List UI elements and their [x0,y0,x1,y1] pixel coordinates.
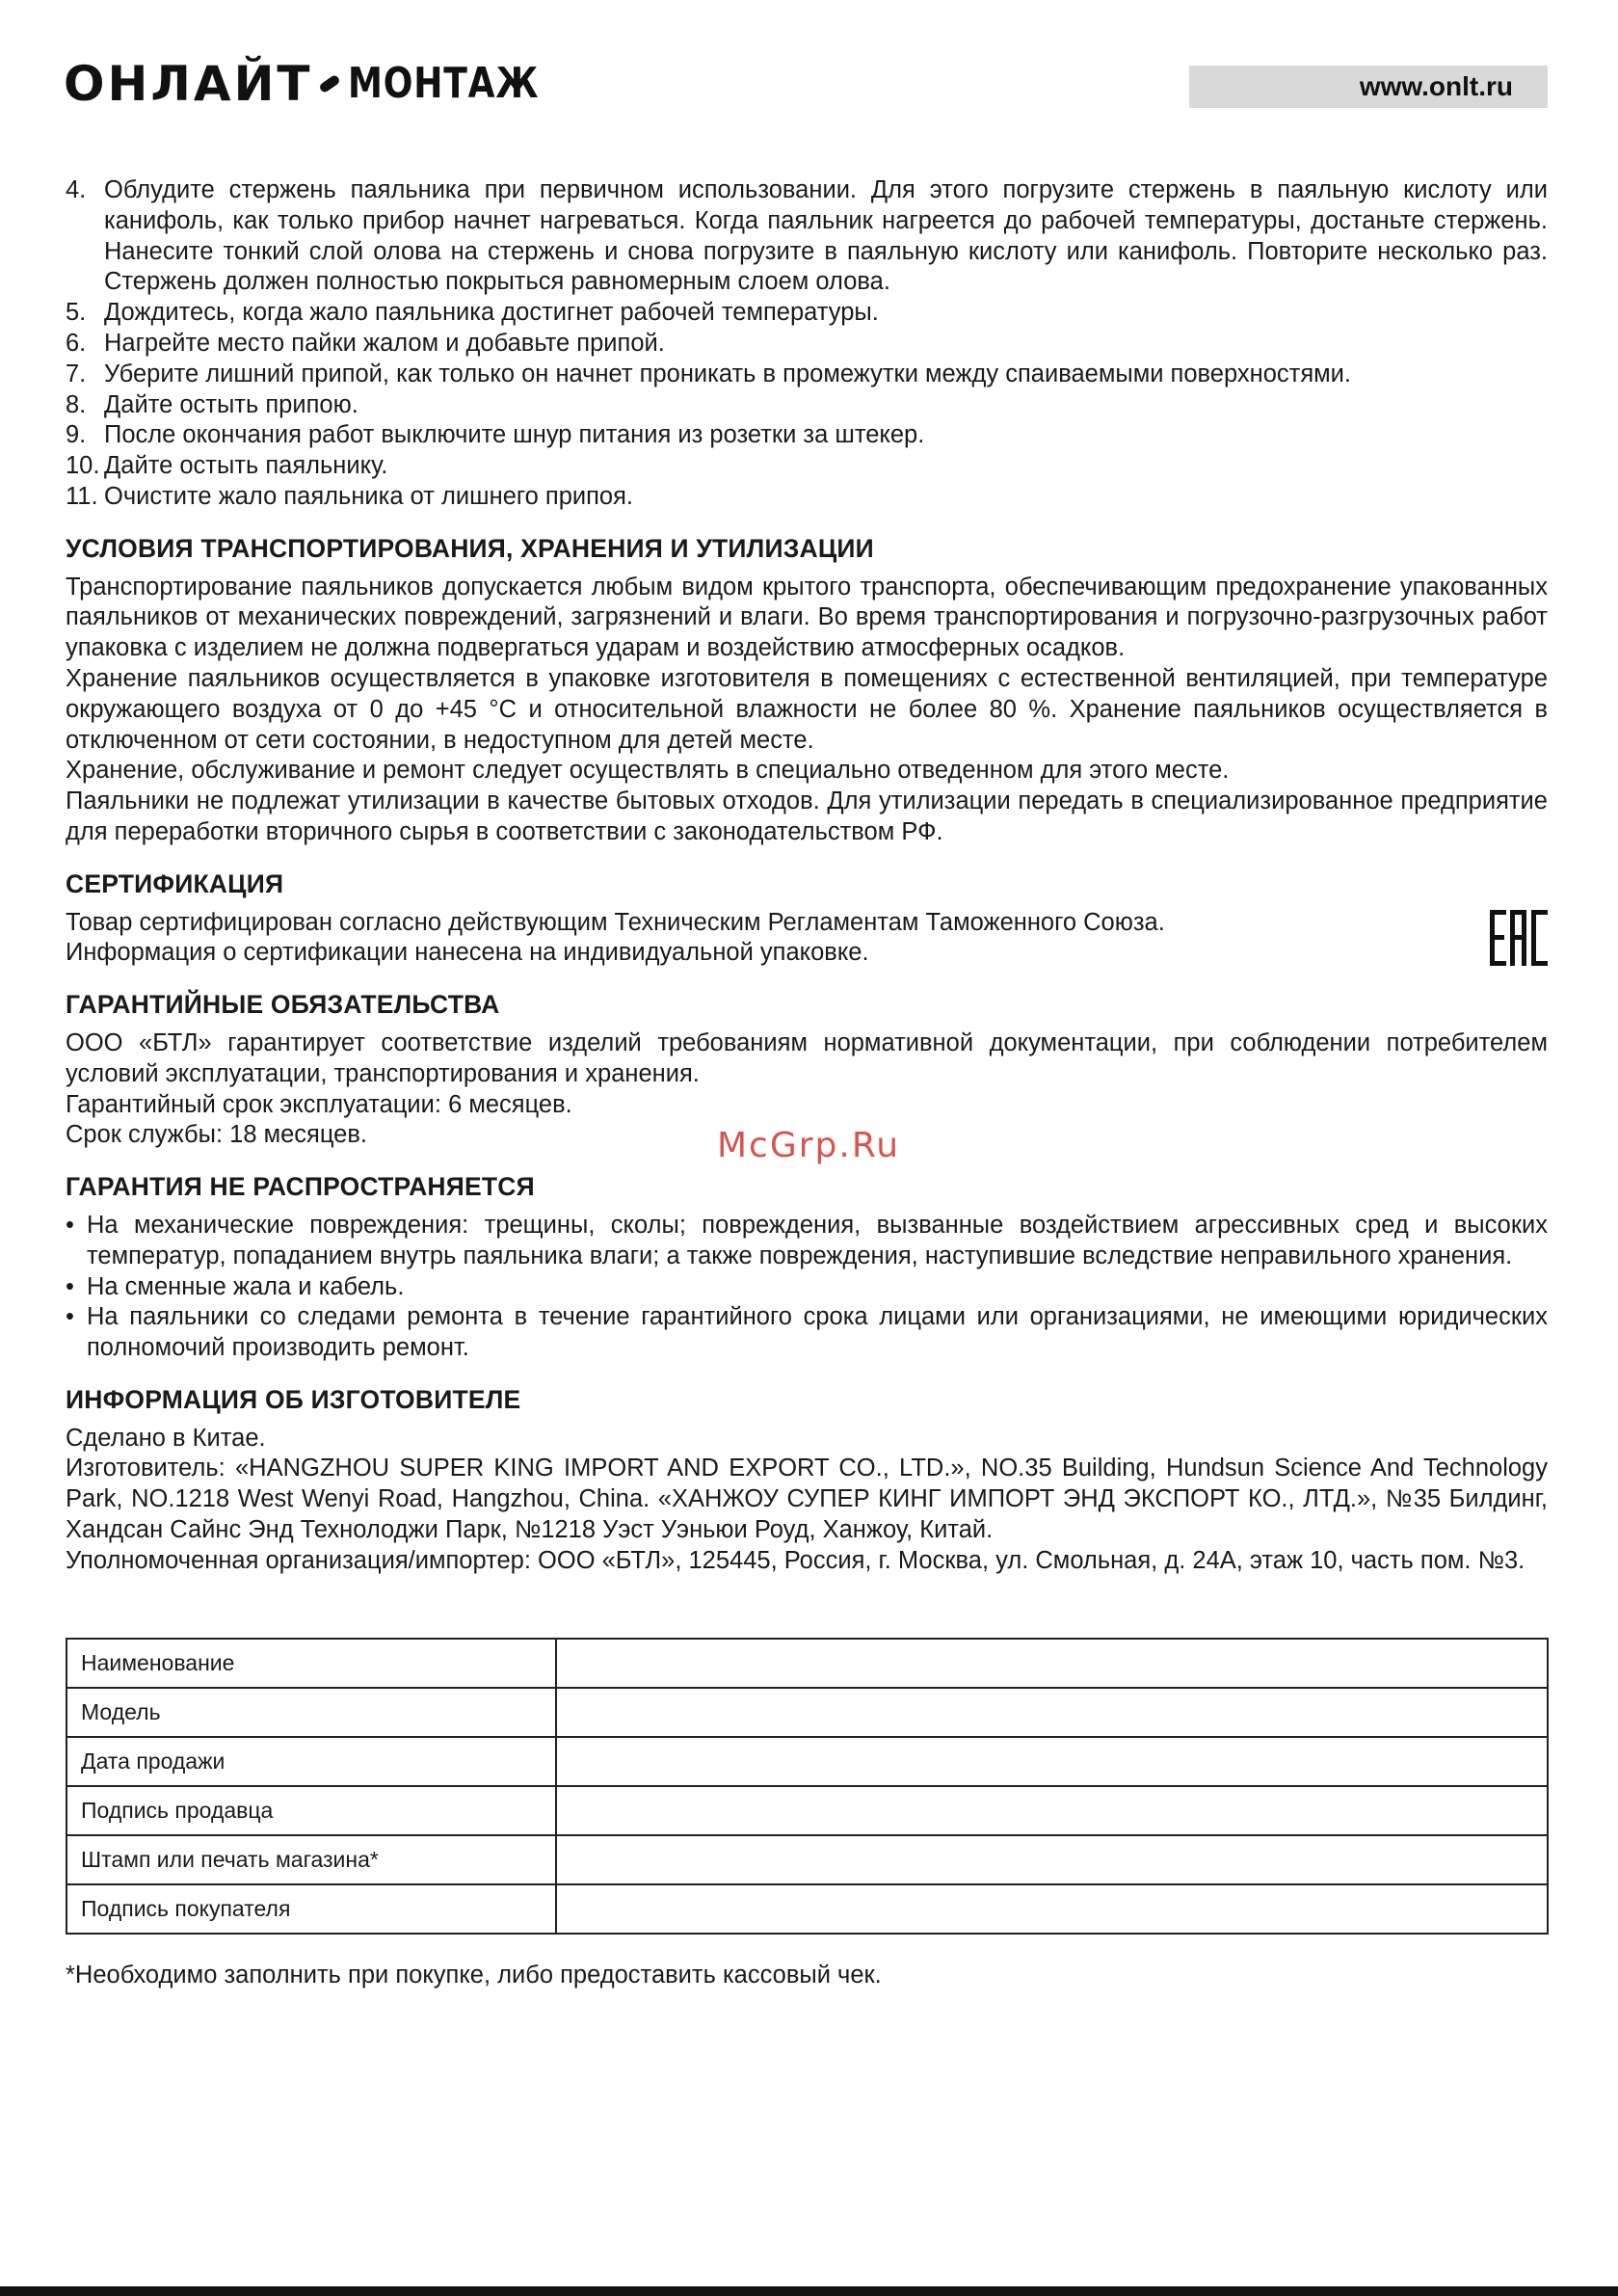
table-row-label: Дата продажи [66,1737,556,1786]
sale-info-table [66,1638,1549,1935]
step-item [66,482,1548,513]
table-row [66,1884,1548,1934]
step-item [66,451,1548,482]
list-item [66,1211,1548,1272]
eac-mark-icon [1490,910,1548,966]
step-text: Дайте остыть паяльнику. [104,452,388,480]
table-row-value-field[interactable] [556,1835,1548,1884]
table-row-label: Модель [66,1688,556,1737]
step-text: Облудите стержень паяльника при первичном использовании. Для этого погрузите стержень в паяльную кислоту или канифоль, как только прибор начнет нагреваться. Когда паяльник нагреется до рабочей температуры, достаньте стержень. Нанесите тонкий слой олова на стержень и снова погрузите в паяльную кислоту или канифоль. Повторите несколько раз. Стержень должен полностью покрыться равномерным слоем олова. [104,176,1548,296]
step-text: Дайте остыть припою. [104,390,358,418]
step-text: Уберите лишний припой, как только он начнет проникать в промежутки между спаиваемыми поверхностями. [104,360,1351,387]
brand-logo [64,56,580,112]
table-row [66,1639,1548,1688]
list-item-text: На механические повреждения: трещины, сколы; повреждения, вызванные воздействием агрессивных сред и высоких температур, попаданием внутрь паяльника влаги; а также повреждения, наступившие вследствие неправильного хранения. [87,1211,1548,1269]
step-item [66,175,1548,298]
step-number: 11. [66,482,98,510]
certification-paragraph: Информация о сертификации нанесена на индивидуальной упаковке. [66,939,869,967]
certification-section-title: СЕРТИФИКАЦИЯ [66,868,284,898]
warranty-paragraph: ООО «БТЛ» гарантирует соответствие изделий требованиям нормативной документации, при соблюдении потребителем условий эксплуатации, транспортирования и хранения. [66,1028,1548,1087]
importer-paragraph: Уполномоченная организация/импортер: ООО «БТЛ», 125445, Россия, г. Москва, ул. Смольная, д. 24А, этаж 10, часть пом. №3. [66,1546,1525,1574]
step-item [66,298,1548,329]
table-row-value-field[interactable] [556,1737,1548,1786]
transport-section-title: УСЛОВИЯ ТРАНСПОРТИРОВАНИЯ, ХРАНЕНИЯ И УТИЛИЗАЦИИ [66,533,874,563]
table-row-label: Наименование [66,1639,556,1688]
manufacturer-paragraph: Изготовитель: «HANGZHOU SUPER KING IMPORT AND EXPORT CO., LTD.», NO.35 Building, Hundsun Science And Technology Park, NO.1218 West Wenyi Road, Hangzhou, China. «ХАНЖОУ СУПЕР КИНГ ИМПОРТ ЭНД ЭКСПОРТ КО., ЛТД.», №35 Билдинг, Хандсан Сайнс Энд Технолоджи Парк, №1218 Уэст Уэньюи Роуд, Ханжоу, Китай. [66,1455,1548,1544]
table-row [66,1688,1548,1737]
table-row [66,1737,1548,1786]
website-url: www.onlt.ru [1189,66,1548,108]
step-text: Дождитесь, когда жало паяльника достигнет рабочей температуры. [104,299,879,327]
list-item [66,1302,1548,1364]
instruction-steps [66,175,1548,513]
step-number: 10. [66,452,100,480]
table-row-value-field[interactable] [556,1688,1548,1737]
step-text: Нагрейте место пайки жалом и добавьте припой. [104,329,665,357]
step-number: 5. [66,299,87,327]
disposal-paragraph: Паяльники не подлежат утилизации в качестве бытовых отходов. Для утилизации передать в специализированное предприятие для переработки вторичного сырья в соответствии с законодательством РФ. [66,788,1548,845]
bullet-icon: • [66,1211,74,1239]
bottom-rule [0,2286,1618,2296]
warranty-period: Гарантийный срок эксплуатации: 6 месяцев. [66,1090,572,1118]
watermark-text: McGrp.Ru [717,1126,901,1165]
step-item [66,420,1548,451]
service-life: Срок службы: 18 месяцев. [66,1121,367,1149]
table-row-label: Подпись покупателя [66,1884,556,1934]
transport-paragraph: Транспортирование паяльников допускается любым видом крытого транспорта, обеспечивающим предохранение упакованных паяльников от механических повреждений, загрязнений и влаги. Во время транспортирования и погрузочно-разгрузочных работ упаковка с изделием не должна подвергаться ударам и воздействию атмосферных осадков. [66,573,1548,662]
step-item [66,360,1548,390]
exclusions-section-title: ГАРАНТИЯ НЕ РАСПРОСТРАНЯЕТСЯ [66,1172,535,1202]
table-row [66,1786,1548,1835]
manufacturer-section-title: ИНФОРМАЦИЯ ОБ ИЗГОТОВИТЕЛЕ [66,1384,521,1414]
exclusions-list [66,1211,1548,1364]
table-row-label: Подпись продавца [66,1786,556,1835]
step-text: После окончания работ выключите шнур питания из розетки за штекер. [104,421,925,449]
step-number: 4. [66,176,87,203]
bullet-icon: • [66,1303,74,1331]
document-body [66,175,1548,1577]
warranty-section-title: ГАРАНТИЙНЫЕ ОБЯЗАТЕЛЬСТВА [66,990,500,1020]
table-row-value-field[interactable] [556,1884,1548,1934]
certification-block [66,908,1548,970]
step-number: 9. [66,421,87,449]
step-item [66,329,1548,360]
storage-paragraph: Хранение паяльников осуществляется в упаковке изготовителя в помещениях с естественной вентиляцией, при температуре окружающего воздуха от 0 до +45 °С и относительной влажности не более 80 %. Хранение паяльников осуществляется в отключенном от сети состоянии, в недоступном для детей месте. [66,664,1548,754]
footnote: *Необходимо заполнить при покупке, либо предоставить кассовый чек. [66,1962,882,1989]
step-number: 6. [66,329,87,357]
logo-main-text: ОНЛАЙТ [64,56,313,112]
country-of-origin: Сделано в Китае. [66,1424,266,1452]
step-number: 8. [66,390,87,418]
logo-sub-text: МОНТАЖ [347,59,539,108]
service-paragraph: Хранение, обслуживание и ремонт следует осуществлять в специально отведенном для этого месте. [66,757,1230,785]
step-item [66,390,1548,421]
list-item-text: На паяльники со следами ремонта в течение гарантийного срока лицами или организациями, не имеющими юридических полномочий производить ремонт. [87,1303,1548,1362]
list-item-text: На сменные жала и кабель. [87,1272,405,1300]
logo-separator-icon [318,74,341,94]
step-number: 7. [66,360,87,387]
bullet-icon: • [66,1272,74,1300]
table-row [66,1835,1548,1884]
table-row-value-field[interactable] [556,1639,1548,1688]
table-row-label: Штамп или печать магазина* [66,1835,556,1884]
table-row-value-field[interactable] [556,1786,1548,1835]
list-item [66,1272,1548,1303]
step-text: Очистите жало паяльника от лишнего припоя. [104,482,633,510]
page-header [0,0,1618,135]
certification-paragraph: Товар сертифицирован согласно действующим Техническим Регламентам Таможенного Союза. [66,908,1165,936]
